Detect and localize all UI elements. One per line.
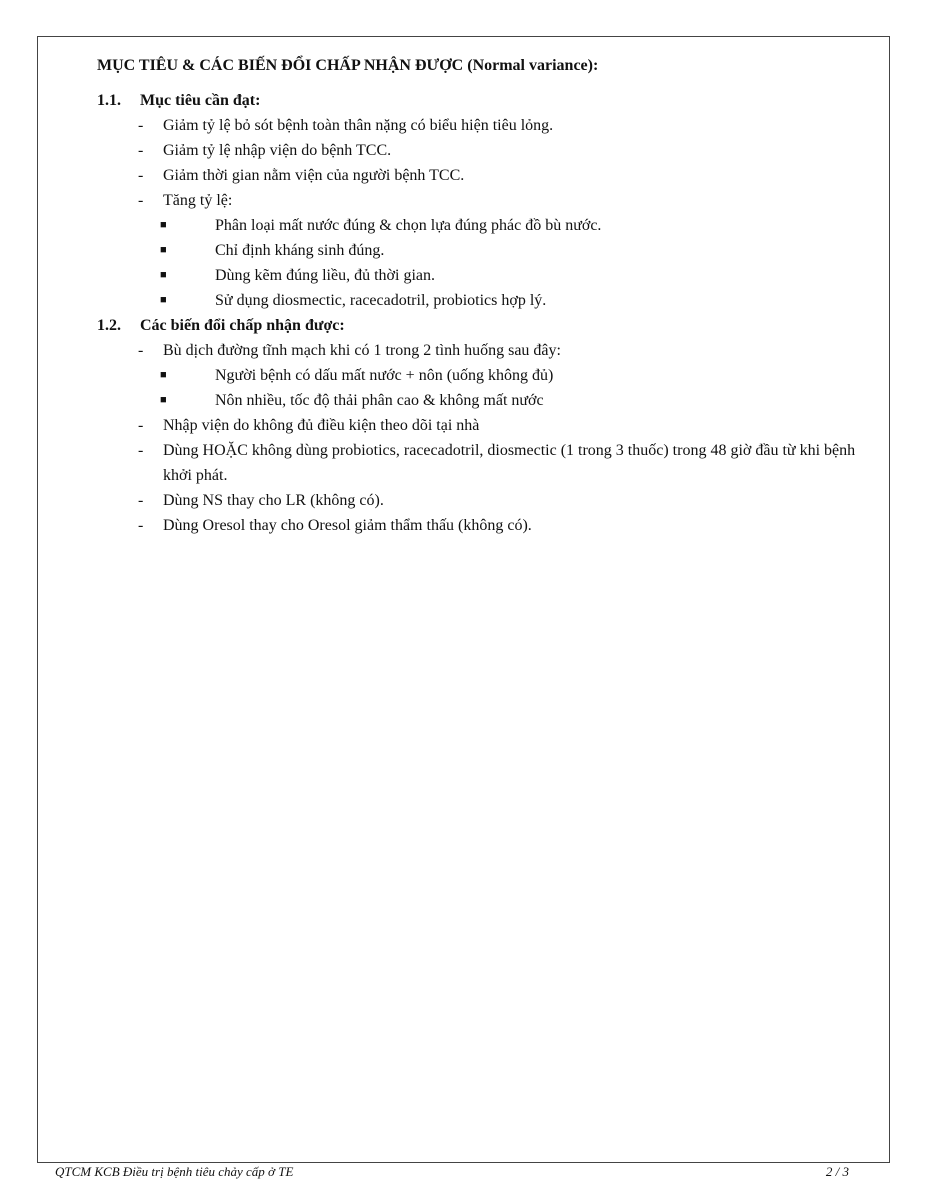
square-bullet-icon: ■: [160, 269, 167, 281]
list-item: [138, 513, 867, 538]
section-title: Các biến đổi chấp nhận được:: [140, 317, 345, 334]
list-item-text: Nhập viện do không đủ điều kiện theo dõi tại nhà: [163, 417, 480, 434]
footer-document-title: QTCM KCB Điều trị bệnh tiêu chảy cấp ở TE: [55, 1164, 294, 1179]
list-item-text: Giảm tỷ lệ bỏ sót bệnh toàn thân nặng có biểu hiện tiêu lỏng.: [163, 117, 554, 134]
list-item-text: Dùng NS thay cho LR (không có).: [163, 492, 384, 509]
square-bullet-icon: ■: [160, 369, 167, 381]
square-bullet-icon: ■: [160, 219, 167, 231]
main-heading: MỤC TIÊU & CÁC BIẾN ĐỔI CHẤP NHẬN ĐƯỢC (Normal variance):: [97, 57, 599, 74]
list-item: [138, 413, 867, 438]
dash-marker: -: [138, 517, 144, 534]
sublist-item: [160, 388, 867, 413]
increase-rate-sublist: [97, 213, 867, 313]
sublist-item: [160, 288, 867, 313]
list-item: [138, 163, 867, 188]
list-item-text: Dùng HOẶC không dùng probiotics, racecadotril, diosmectic (1 trong 3 thuốc) trong 48 giờ đầu từ khi bệnh khởi phát.: [163, 442, 856, 484]
section-title: Mục tiêu cần đạt:: [140, 92, 261, 109]
section-number: 1.2.: [97, 317, 121, 334]
variances-list-continued: [97, 413, 867, 538]
variances-list: [97, 338, 867, 363]
section-heading: [97, 88, 867, 113]
square-bullet-icon: ■: [160, 294, 167, 306]
list-item: [138, 488, 867, 513]
list-item: [138, 138, 867, 163]
iv-fluid-sublist: [97, 363, 867, 413]
footer-page-number: 2 / 3: [825, 1164, 849, 1179]
section-number: 1.1.: [97, 92, 121, 109]
sublist-item: [160, 363, 867, 388]
dash-marker: -: [138, 492, 144, 509]
square-bullet-icon: ■: [160, 244, 167, 256]
section-heading: [97, 313, 867, 338]
list-item: [138, 438, 867, 488]
sublist-item-text: Nôn nhiều, tốc độ thải phân cao & không mất nước: [215, 392, 544, 409]
list-item-text: Bù dịch đường tĩnh mạch khi có 1 trong 2 tình huống sau đây:: [163, 342, 561, 359]
sublist-item: [160, 213, 867, 238]
list-item: [138, 188, 867, 213]
sublist-item-text: Phân loại mất nước đúng & chọn lựa đúng phác đồ bù nước.: [215, 217, 602, 234]
sublist-item: [160, 238, 867, 263]
sublist-item-text: Sử dụng diosmectic, racecadotril, probiotics hợp lý.: [215, 292, 547, 309]
dash-marker: -: [138, 417, 144, 434]
objectives-list: [97, 113, 867, 213]
document-body: [97, 55, 867, 538]
sublist-item-text: Người bệnh có dấu mất nước + nôn (uống không đủ): [215, 367, 554, 384]
dash-marker: -: [138, 442, 144, 459]
sublist-item: [160, 263, 867, 288]
dash-marker: -: [138, 117, 144, 134]
list-item-text: Giảm tỷ lệ nhập viện do bệnh TCC.: [163, 142, 392, 159]
dash-marker: -: [138, 167, 144, 184]
square-bullet-icon: ■: [160, 394, 167, 406]
sublist-item-text: Dùng kẽm đúng liều, đủ thời gian.: [215, 267, 435, 284]
list-item-text: Tăng tỷ lệ:: [163, 192, 233, 209]
dash-marker: -: [138, 342, 144, 359]
list-item-text: Giảm thời gian nằm viện của người bệnh TCC.: [163, 167, 465, 184]
list-item-text: Dùng Oresol thay cho Oresol giảm thẩm thấu (không có).: [163, 517, 532, 534]
dash-marker: -: [138, 142, 144, 159]
page-footer: [55, 1164, 849, 1180]
list-item: [138, 113, 867, 138]
list-item: [138, 338, 867, 363]
sublist-item-text: Chỉ định kháng sinh đúng.: [215, 242, 385, 259]
dash-marker: -: [138, 192, 144, 209]
